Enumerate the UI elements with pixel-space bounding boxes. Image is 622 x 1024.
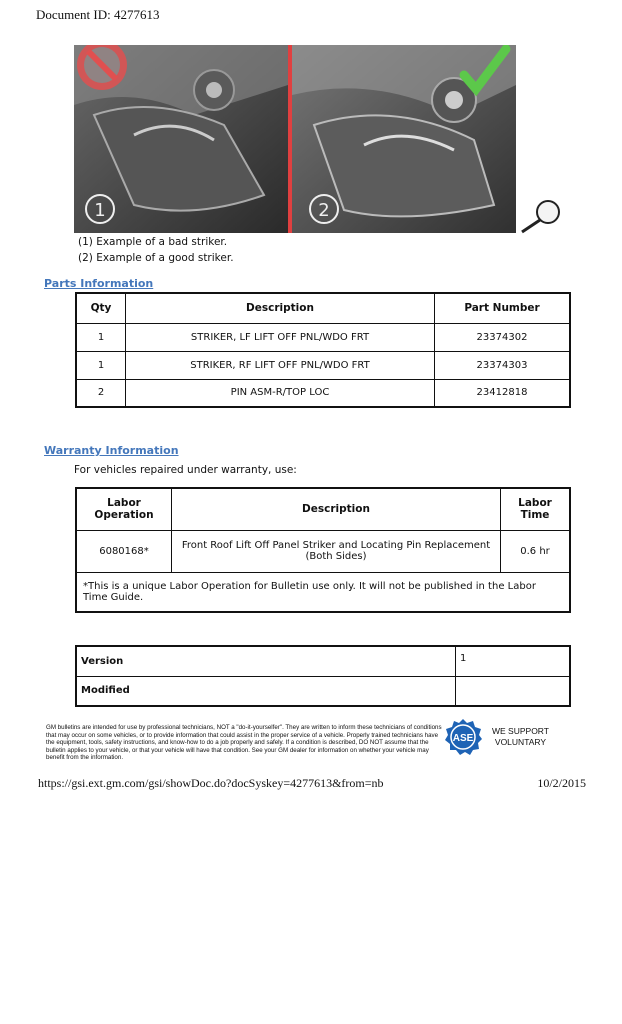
description-cell: PIN ASM-R/TOP LOC	[126, 379, 435, 407]
col-description: Description	[172, 488, 501, 530]
table-header-row	[76, 293, 570, 323]
ase-line-1: WE SUPPORT	[492, 726, 549, 736]
ase-line-2: VOLUNTARY	[494, 737, 547, 747]
ase-support-text	[492, 726, 549, 748]
modified-value	[456, 676, 571, 706]
labor-op-cell: 6080168*	[76, 530, 172, 572]
striker-photo	[74, 45, 516, 233]
table-row	[76, 379, 570, 407]
warranty-intro: For vehicles repaired under warranty, use:	[74, 464, 297, 476]
part-number-cell: 23412818	[435, 379, 571, 407]
parts-heading: Parts Information	[44, 277, 154, 290]
gm-disclaimer: GM bulletins are intended for use by professional technicians, NOT a "do-it-yourselfer". They are written to inform these technicians of conditions that may occur on some vehicles, or to provide information that could assist in the proper service of a vehicle. Properly trained technicians have the equipment, tools, safety instructions, and know-how to do a job properly and safely. If a condition is described, DO NOT assume that the bulletin applies to your vehicle, or that your vehicle will have that condition. See your GM dealer for information on whether your vehicle may benefit from the information.	[46, 724, 442, 762]
table-row	[76, 646, 570, 676]
ase-logo	[444, 718, 482, 756]
table-header-row	[76, 488, 570, 530]
source-url[interactable]: https://gsi.ext.gm.com/gsi/showDoc.do?docSyskey=4277613&from=nb	[38, 776, 384, 790]
col-part-number: Part Number	[435, 293, 571, 323]
qty-cell: 1	[76, 351, 126, 379]
caption-good: (2) Example of a good striker.	[78, 252, 234, 264]
col-description: Description	[126, 293, 435, 323]
qty-cell: 2	[76, 379, 126, 407]
magnifier-icon[interactable]	[516, 198, 566, 234]
modified-label: Modified	[76, 676, 456, 706]
description-cell: STRIKER, LF LIFT OFF PNL/WDO FRT	[126, 323, 435, 351]
panel-2-number: 2	[318, 200, 330, 221]
caption-bad: (1) Example of a bad striker.	[78, 236, 228, 248]
part-number-cell: 23374303	[435, 351, 571, 379]
table-row	[76, 530, 570, 572]
divider-red	[288, 45, 292, 233]
warranty-footnote: *This is a unique Labor Operation for Bulletin use only. It will not be published in the Labor Time Guide.	[76, 572, 570, 612]
version-value: 1	[456, 646, 571, 676]
bad-striker-panel	[74, 45, 288, 233]
col-labor-time: Labor Time	[501, 488, 571, 530]
panel-1-number: 1	[94, 200, 106, 221]
warranty-table	[75, 487, 571, 613]
good-striker-panel	[292, 45, 516, 233]
col-labor-operation: Labor Operation	[76, 488, 172, 530]
table-row	[76, 572, 570, 612]
table-row	[76, 676, 570, 706]
ase-logo-text: ASE	[452, 733, 474, 744]
table-row	[76, 351, 570, 379]
parts-table	[75, 292, 571, 408]
description-cell: Front Roof Lift Off Panel Striker and Locating Pin Replacement (Both Sides)	[172, 530, 501, 572]
print-date: 10/2/2015	[537, 776, 586, 790]
labor-time-cell: 0.6 hr	[501, 530, 571, 572]
col-qty: Qty	[76, 293, 126, 323]
description-cell: STRIKER, RF LIFT OFF PNL/WDO FRT	[126, 351, 435, 379]
version-table	[75, 645, 571, 707]
document-id: Document ID: 4277613	[36, 7, 160, 22]
table-row	[76, 323, 570, 351]
part-number-cell: 23374302	[435, 323, 571, 351]
version-label: Version	[76, 646, 456, 676]
warranty-heading: Warranty Information	[44, 444, 179, 457]
qty-cell: 1	[76, 323, 126, 351]
